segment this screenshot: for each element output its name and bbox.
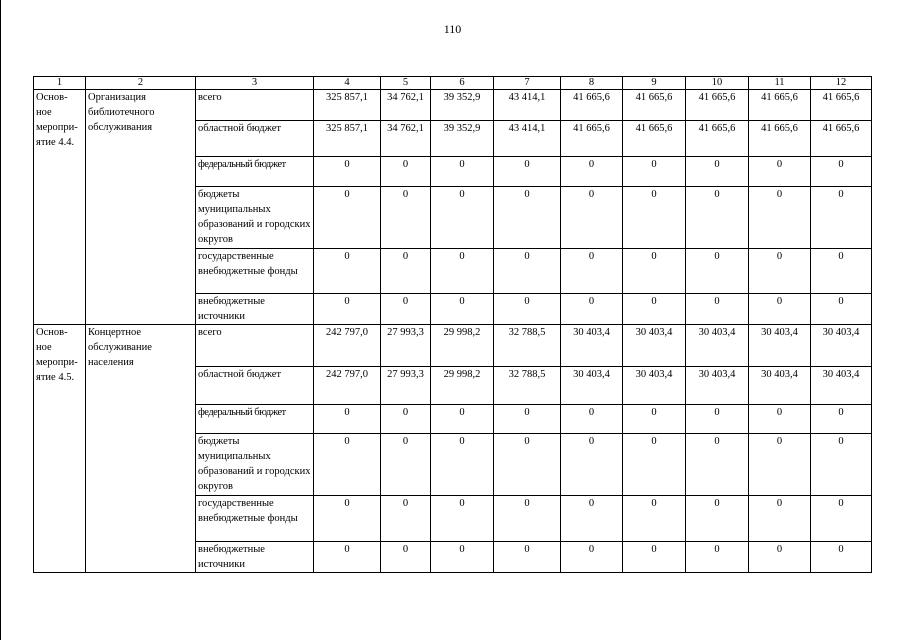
- value-cell: 242 797,0: [314, 325, 381, 367]
- header-cell: 3: [196, 77, 314, 90]
- value-cell: 27 993,3: [381, 325, 431, 367]
- value-cell: 41 665,6: [686, 90, 749, 121]
- value-cell: 0: [314, 434, 381, 496]
- value-cell: 0: [494, 157, 561, 187]
- header-cell: 11: [749, 77, 811, 90]
- funding-source-cell: государственные внебюджетные фонды: [196, 496, 314, 542]
- value-cell: 0: [811, 542, 872, 573]
- value-cell: 0: [314, 405, 381, 434]
- value-cell: 0: [561, 294, 623, 325]
- event-code-cell: Основ-ное меропри-ятие 4.5.: [34, 325, 86, 573]
- header-cell: 6: [431, 77, 494, 90]
- value-cell: 30 403,4: [686, 325, 749, 367]
- value-cell: 0: [561, 249, 623, 294]
- value-cell: 0: [561, 405, 623, 434]
- value-cell: 325 857,1: [314, 90, 381, 121]
- value-cell: 0: [811, 294, 872, 325]
- value-cell: 0: [623, 496, 686, 542]
- header-cell: 4: [314, 77, 381, 90]
- event-name-cell: Концертное обслуживание населения: [86, 325, 196, 573]
- header-cell: 7: [494, 77, 561, 90]
- budget-table: [33, 76, 872, 573]
- funding-source-cell: бюджеты муниципальных образований и городских округов: [196, 434, 314, 496]
- value-cell: 0: [623, 249, 686, 294]
- value-cell: 41 665,6: [749, 90, 811, 121]
- value-cell: 0: [749, 496, 811, 542]
- value-cell: 0: [494, 542, 561, 573]
- value-cell: 41 665,6: [749, 121, 811, 157]
- value-cell: 0: [623, 187, 686, 249]
- value-cell: 32 788,5: [494, 367, 561, 405]
- event-code-cell: Основ-ное меропри-ятие 4.4.: [34, 90, 86, 325]
- value-cell: 29 998,2: [431, 325, 494, 367]
- value-cell: 41 665,6: [811, 90, 872, 121]
- funding-source-cell: всего: [196, 325, 314, 367]
- value-cell: 30 403,4: [623, 325, 686, 367]
- value-cell: 41 665,6: [811, 121, 872, 157]
- value-cell: 0: [381, 157, 431, 187]
- value-cell: 0: [314, 294, 381, 325]
- value-cell: 0: [749, 405, 811, 434]
- value-cell: 0: [623, 157, 686, 187]
- value-cell: 0: [749, 249, 811, 294]
- funding-source-cell: бюджеты муниципальных образований и городских округов: [196, 187, 314, 249]
- value-cell: 0: [686, 157, 749, 187]
- value-cell: 0: [381, 187, 431, 249]
- value-cell: 0: [686, 294, 749, 325]
- value-cell: 0: [431, 294, 494, 325]
- value-cell: 0: [314, 496, 381, 542]
- value-cell: 43 414,1: [494, 121, 561, 157]
- value-cell: 0: [561, 496, 623, 542]
- value-cell: 0: [494, 496, 561, 542]
- value-cell: 30 403,4: [686, 367, 749, 405]
- value-cell: 0: [749, 542, 811, 573]
- value-cell: 0: [623, 294, 686, 325]
- funding-source-cell: государственные внебюджетные фонды: [196, 249, 314, 294]
- funding-source-cell: федеральный бюджет: [196, 157, 314, 187]
- value-cell: 30 403,4: [749, 325, 811, 367]
- value-cell: 0: [749, 187, 811, 249]
- page-number: 110: [443, 22, 462, 36]
- value-cell: 30 403,4: [749, 367, 811, 405]
- value-cell: 0: [686, 405, 749, 434]
- header-cell: 9: [623, 77, 686, 90]
- value-cell: 43 414,1: [494, 90, 561, 121]
- value-cell: 30 403,4: [811, 325, 872, 367]
- value-cell: 0: [381, 434, 431, 496]
- value-cell: 0: [431, 434, 494, 496]
- value-cell: 39 352,9: [431, 90, 494, 121]
- page-left-border: [0, 0, 1, 640]
- value-cell: 41 665,6: [623, 90, 686, 121]
- value-cell: 0: [811, 157, 872, 187]
- value-cell: 0: [561, 187, 623, 249]
- value-cell: 0: [686, 434, 749, 496]
- value-cell: 30 403,4: [561, 325, 623, 367]
- header-row: [34, 77, 872, 90]
- value-cell: 0: [749, 434, 811, 496]
- value-cell: 0: [494, 434, 561, 496]
- value-cell: 0: [811, 249, 872, 294]
- value-cell: 0: [431, 157, 494, 187]
- value-cell: 0: [811, 405, 872, 434]
- table-row: [34, 325, 872, 367]
- header-cell: 10: [686, 77, 749, 90]
- value-cell: 0: [749, 294, 811, 325]
- funding-source-cell: федеральный бюджет: [196, 405, 314, 434]
- value-cell: 0: [381, 405, 431, 434]
- funding-source-cell: внебюджетные источники: [196, 294, 314, 325]
- value-cell: 0: [314, 249, 381, 294]
- value-cell: 0: [314, 542, 381, 573]
- value-cell: 0: [494, 249, 561, 294]
- value-cell: 0: [381, 249, 431, 294]
- value-cell: 0: [686, 496, 749, 542]
- value-cell: 0: [561, 542, 623, 573]
- value-cell: 39 352,9: [431, 121, 494, 157]
- value-cell: 0: [811, 434, 872, 496]
- value-cell: 41 665,6: [623, 121, 686, 157]
- value-cell: 0: [494, 294, 561, 325]
- table-body: [34, 90, 872, 573]
- event-name-cell: Организация библиотечного обслуживания: [86, 90, 196, 325]
- header-cell: 12: [811, 77, 872, 90]
- value-cell: 0: [623, 405, 686, 434]
- value-cell: 0: [314, 187, 381, 249]
- value-cell: 0: [623, 542, 686, 573]
- value-cell: 0: [381, 496, 431, 542]
- value-cell: 41 665,6: [686, 121, 749, 157]
- value-cell: 0: [623, 434, 686, 496]
- header-cell: 2: [86, 77, 196, 90]
- value-cell: 0: [431, 405, 494, 434]
- funding-source-cell: областной бюджет: [196, 121, 314, 157]
- funding-source-cell: областной бюджет: [196, 367, 314, 405]
- value-cell: 30 403,4: [561, 367, 623, 405]
- table-row: [34, 90, 872, 121]
- value-cell: 41 665,6: [561, 121, 623, 157]
- value-cell: 0: [686, 542, 749, 573]
- header-cell: 1: [34, 77, 86, 90]
- value-cell: 29 998,2: [431, 367, 494, 405]
- value-cell: 0: [749, 157, 811, 187]
- value-cell: 30 403,4: [811, 367, 872, 405]
- value-cell: 0: [431, 249, 494, 294]
- value-cell: 30 403,4: [623, 367, 686, 405]
- value-cell: 0: [686, 187, 749, 249]
- value-cell: 242 797,0: [314, 367, 381, 405]
- header-cell: 8: [561, 77, 623, 90]
- value-cell: 0: [431, 187, 494, 249]
- value-cell: 0: [811, 187, 872, 249]
- value-cell: 0: [381, 294, 431, 325]
- value-cell: 0: [561, 157, 623, 187]
- value-cell: 27 993,3: [381, 367, 431, 405]
- value-cell: 0: [494, 187, 561, 249]
- value-cell: 0: [431, 496, 494, 542]
- header-cell: 5: [381, 77, 431, 90]
- value-cell: 0: [381, 542, 431, 573]
- value-cell: 0: [431, 542, 494, 573]
- value-cell: 34 762,1: [381, 90, 431, 121]
- value-cell: 325 857,1: [314, 121, 381, 157]
- value-cell: 41 665,6: [561, 90, 623, 121]
- value-cell: 0: [561, 434, 623, 496]
- funding-source-cell: внебюджетные источники: [196, 542, 314, 573]
- value-cell: 0: [811, 496, 872, 542]
- funding-source-cell: всего: [196, 90, 314, 121]
- value-cell: 0: [314, 157, 381, 187]
- value-cell: 34 762,1: [381, 121, 431, 157]
- value-cell: 32 788,5: [494, 325, 561, 367]
- value-cell: 0: [494, 405, 561, 434]
- value-cell: 0: [686, 249, 749, 294]
